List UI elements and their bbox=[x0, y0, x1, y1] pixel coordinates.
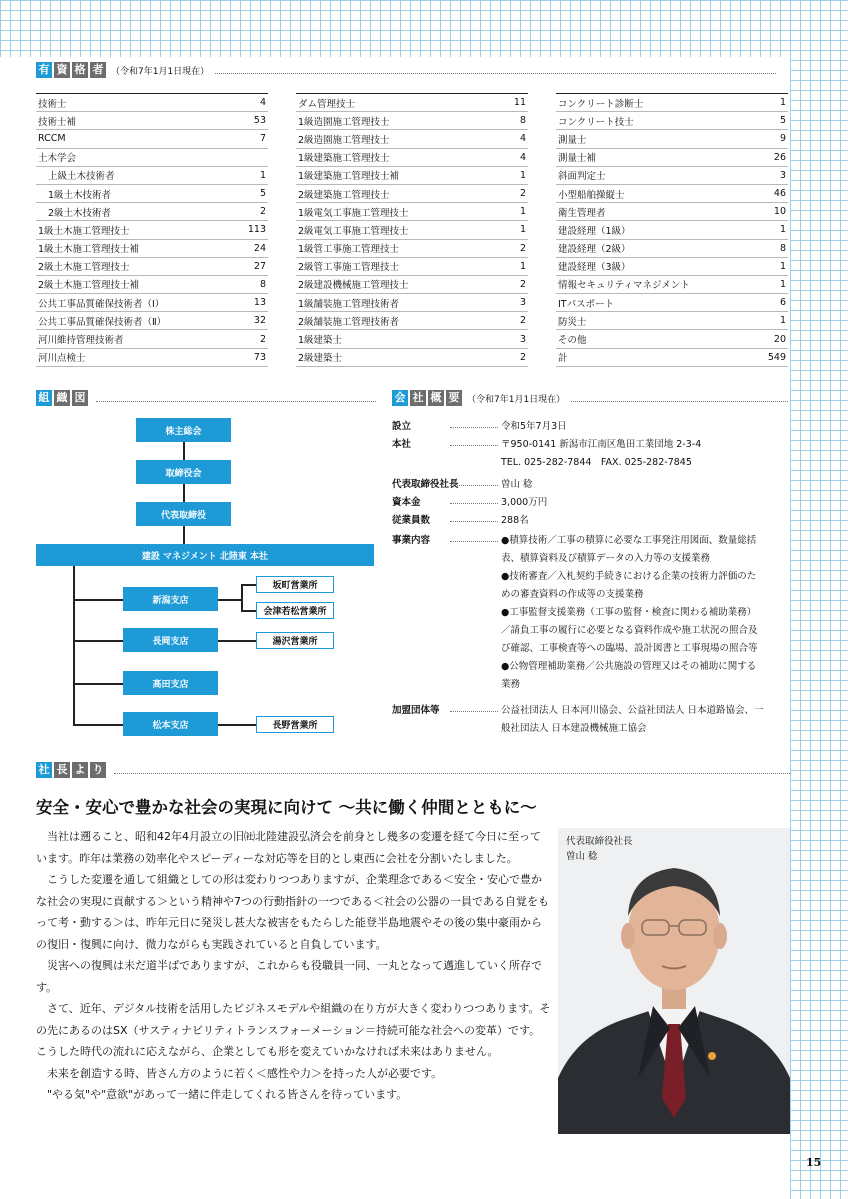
overview-label: 従業員数 bbox=[392, 515, 431, 526]
president-message-headline: 安全・安心で豊かな社会の実現に向けて ～共に働く仲間とともに～ bbox=[36, 798, 537, 817]
qualification-name: 2級土木施工管理技士 bbox=[38, 262, 130, 274]
qualification-name: 土木学会 bbox=[38, 153, 77, 165]
qualification-row bbox=[556, 312, 788, 330]
qualification-row bbox=[556, 349, 788, 367]
overview-line: 3,000万円 bbox=[501, 497, 548, 508]
qualification-count: 11 bbox=[513, 97, 526, 109]
qualification-row bbox=[556, 185, 788, 203]
qualification-count: 27 bbox=[253, 260, 266, 272]
qualification-name: RCCM bbox=[38, 133, 66, 145]
qualification-count: 3 bbox=[779, 169, 786, 181]
qualification-row bbox=[556, 167, 788, 185]
qualification-name: 1級舗装施工管理技術者 bbox=[298, 298, 400, 310]
qualification-count: 2 bbox=[519, 242, 526, 254]
overview-label: 設立 bbox=[392, 421, 412, 432]
qualification-name: 防災士 bbox=[558, 316, 587, 328]
qualification-name: 計 bbox=[558, 353, 568, 365]
grid-background-top bbox=[0, 0, 848, 57]
qualification-name: 1級土木技術者 bbox=[48, 189, 112, 201]
overview-row bbox=[392, 532, 789, 694]
qualification-name: 公共工事品質確保技術者（Ⅱ） bbox=[38, 316, 167, 328]
overview-label: 資本金 bbox=[392, 497, 421, 508]
qualification-row bbox=[36, 312, 268, 330]
org-connector bbox=[218, 599, 242, 601]
qualification-count: 5 bbox=[779, 115, 786, 127]
qualification-name: 1級電気工事施工管理技士 bbox=[298, 207, 409, 219]
qualification-name: 情報セキュリティマネジメント bbox=[558, 280, 690, 292]
org-head-office: 建設 マネジメント 北陸東 本社 bbox=[36, 544, 374, 566]
overview-line: 公益社団法人 日本河川協会、公益社団法人 日本道路協会、一 bbox=[501, 705, 764, 716]
org-connector bbox=[73, 724, 123, 726]
qualification-row bbox=[556, 94, 788, 112]
heading-char: 組 bbox=[36, 390, 52, 406]
message-paragraph: さて、近年、デジタル技術を活用したビジネスモデルや組織の在り方が大きく変わりつつあります。その先にあるのはSX（サスティナビリティトランスフォーメーション＝持続可能な社会への変革）です。こうした時代の流れに応えながら、企業としても形を変えていかなければ未来はありません。 bbox=[36, 1002, 551, 1058]
overview-dotted-leader bbox=[450, 476, 498, 486]
qualification-count: 53 bbox=[253, 115, 266, 127]
qualification-count: 8 bbox=[259, 278, 266, 290]
qualification-row bbox=[36, 294, 268, 312]
qualification-row bbox=[556, 276, 788, 294]
qualification-name: 2級管工事施工管理技士 bbox=[298, 262, 400, 274]
qualification-count: 46 bbox=[773, 188, 786, 200]
qualification-count: 20 bbox=[773, 333, 786, 345]
qualification-count: 4 bbox=[519, 151, 526, 163]
qualification-count: 32 bbox=[253, 315, 266, 327]
overview-row bbox=[392, 476, 789, 494]
qualification-row bbox=[556, 330, 788, 348]
overview-value bbox=[501, 532, 789, 694]
qualification-count: 2 bbox=[519, 315, 526, 327]
qualification-row bbox=[296, 294, 528, 312]
page-number: 15 bbox=[806, 1156, 822, 1169]
org-office-yuzawa: 湯沢営業所 bbox=[256, 632, 334, 649]
qualification-row bbox=[36, 149, 268, 167]
qualification-row bbox=[36, 276, 268, 294]
overview-row bbox=[392, 418, 789, 436]
president-portrait-illustration bbox=[558, 828, 790, 1134]
overview-value bbox=[501, 476, 789, 494]
heading-char: 織 bbox=[54, 390, 70, 406]
overview-line: 288名 bbox=[501, 515, 529, 526]
qualification-count: 1 bbox=[779, 224, 786, 236]
qualification-name: 2級建築施工管理技士 bbox=[298, 189, 390, 201]
message-paragraph: こうした変遷を通して組織としての形は変わりつつありますが、企業理念である＜安全・安心で豊かな社会の実現に貢献する＞という精神や7つの行動指針の一つである＜社会の公器の一員である自覚をもって考・動する＞は、昨年元日に発災し甚大な被害をもたらした能登半島地震やその後の集中豪雨からの復旧・復興に向け、微力ながらも実践されていると自負しています。 bbox=[36, 873, 549, 951]
qualification-name: 1級建築士 bbox=[298, 335, 343, 347]
company-overview-date-note: （令和7年1月1日現在） bbox=[467, 394, 566, 405]
qualification-count: 6 bbox=[779, 297, 786, 309]
qualification-count: 8 bbox=[519, 115, 526, 127]
heading-char: 図 bbox=[72, 390, 88, 406]
heading-char: 会 bbox=[392, 390, 408, 406]
qualification-count: 2 bbox=[519, 188, 526, 200]
qualification-count: 1 bbox=[259, 169, 266, 181]
overview-dotted-leader bbox=[450, 436, 498, 446]
qualifications-table-col-3 bbox=[556, 93, 788, 367]
qualification-count: 2 bbox=[519, 351, 526, 363]
qualification-name: 1級土木施工管理技士補 bbox=[38, 244, 140, 256]
org-chart-heading bbox=[36, 390, 376, 406]
president-photo bbox=[558, 828, 790, 1134]
qualification-row bbox=[36, 240, 268, 258]
message-paragraph: 当社は遡ること、昭和42年4月設立の旧㈳北陸建設弘済会を前身とし幾多の変遷を経て今日に至っています。昨年は業務の効率化やスピーディーな対応等を目的とし東西に会社を分割いたしました。 bbox=[36, 830, 541, 865]
qualification-name: 1級管工事施工管理技士 bbox=[298, 244, 400, 256]
qualification-name: 2級土木技術者 bbox=[48, 207, 112, 219]
qualification-row bbox=[296, 258, 528, 276]
qualification-name: 小型船舶操縦士 bbox=[558, 189, 625, 201]
qualification-name: 建設経理（3級） bbox=[558, 262, 631, 274]
qualifications-table-col-1 bbox=[36, 93, 268, 367]
qualification-count: 1 bbox=[779, 97, 786, 109]
org-branch-matsumoto: 松本支店 bbox=[123, 712, 218, 736]
overview-value bbox=[501, 436, 789, 472]
qualification-name: 2級電気工事施工管理技士 bbox=[298, 225, 409, 237]
qualification-row bbox=[556, 203, 788, 221]
heading-dotted-rule bbox=[96, 394, 376, 402]
qualification-row bbox=[296, 330, 528, 348]
overview-row bbox=[392, 512, 789, 530]
overview-value bbox=[501, 494, 789, 512]
overview-row bbox=[392, 702, 789, 738]
qualification-row bbox=[36, 349, 268, 367]
qualification-count: 1 bbox=[519, 206, 526, 218]
qualification-count: 2 bbox=[519, 278, 526, 290]
heading-char: 社 bbox=[36, 762, 52, 778]
org-branch-nagaoka: 長岡支店 bbox=[123, 628, 218, 652]
overview-line: 令和5年7月3日 bbox=[501, 421, 567, 432]
org-connector bbox=[241, 584, 243, 611]
qualification-row bbox=[36, 94, 268, 112]
qualification-count: 4 bbox=[259, 97, 266, 109]
heading-char: 資 bbox=[54, 62, 70, 78]
overview-value bbox=[501, 702, 789, 738]
qualification-row bbox=[296, 349, 528, 367]
overview-line: TEL. 025-282-7844 FAX. 025-282-7845 bbox=[501, 457, 692, 468]
overview-line: めの審査資料の作成等の支援業務 bbox=[501, 589, 644, 600]
qualification-count: 7 bbox=[259, 133, 266, 145]
heading-dotted-rule bbox=[215, 66, 776, 74]
qualification-row bbox=[296, 312, 528, 330]
overview-line: ●工事監督支援業務（工事の監督・検査に関わる補助業務） bbox=[501, 607, 757, 618]
overview-line: ●公物管理補助業務／公共施設の管理又はその補助に関する bbox=[501, 661, 757, 672]
overview-row bbox=[392, 436, 789, 472]
qualification-count: 4 bbox=[519, 133, 526, 145]
overview-value bbox=[501, 512, 789, 530]
qualification-name: 河川点検士 bbox=[38, 353, 86, 365]
qualification-row bbox=[296, 240, 528, 258]
overview-dotted-leader bbox=[450, 532, 498, 542]
org-connector bbox=[218, 724, 256, 726]
qualification-name: ダム管理技士 bbox=[298, 98, 356, 110]
qualification-name: 2級土木施工管理技士補 bbox=[38, 280, 140, 292]
org-connector bbox=[73, 640, 123, 642]
message-paragraph: 未来を創造する時、皆さん方のように若く＜感性や力＞を持った人が必要です。 bbox=[47, 1066, 443, 1080]
overview-dotted-leader bbox=[450, 494, 498, 504]
heading-char: り bbox=[90, 762, 106, 778]
qualification-row bbox=[36, 112, 268, 130]
heading-dotted-rule bbox=[114, 766, 790, 774]
qualification-count: 1 bbox=[519, 260, 526, 272]
qualification-row bbox=[556, 149, 788, 167]
qualifications-heading bbox=[36, 62, 776, 78]
president-message-heading bbox=[36, 762, 790, 778]
grid-background-right bbox=[790, 0, 848, 1199]
qualification-row bbox=[36, 221, 268, 239]
qualification-name: 公共工事品質確保技術者（Ⅰ） bbox=[38, 298, 165, 310]
qualification-row bbox=[36, 130, 268, 148]
message-paragraph: "やる気"や"意欲"があって一緒に伴走してくれる皆さんを待っています。 bbox=[47, 1088, 408, 1101]
qualification-row bbox=[556, 112, 788, 130]
message-paragraph: 災害への復興は未だ道半ばでありますが、これからも役職員一同、一丸となって邁進していく所存です。 bbox=[36, 959, 542, 994]
qualification-row bbox=[36, 167, 268, 185]
qualification-row bbox=[296, 167, 528, 185]
qualification-count: 9 bbox=[779, 133, 786, 145]
qualification-name: 1級建築施工管理技士 bbox=[298, 153, 390, 165]
overview-line: ●積算技術／工事の積算に必要な工事発注用図面、数量総括 bbox=[501, 535, 757, 546]
qualifications-table-col-2 bbox=[296, 93, 528, 367]
heading-char: 者 bbox=[90, 62, 106, 78]
overview-dotted-leader bbox=[450, 512, 498, 522]
qualification-name: 測量士補 bbox=[558, 153, 597, 165]
photo-caption-name: 曽山 稔 bbox=[566, 851, 598, 862]
photo-caption-title: 代表取締役社長 bbox=[566, 836, 633, 847]
qualification-row bbox=[296, 203, 528, 221]
qualification-count: 2 bbox=[259, 333, 266, 345]
qualification-name: コンクリート技士 bbox=[558, 116, 634, 128]
qualifications-date-note: （令和7年1月1日現在） bbox=[111, 66, 210, 77]
overview-label: 事業内容 bbox=[392, 535, 431, 546]
qualification-count: 5 bbox=[259, 188, 266, 200]
qualification-count: 1 bbox=[779, 278, 786, 290]
qualification-name: 2級建設機械施工管理技士 bbox=[298, 280, 409, 292]
qualification-count: 24 bbox=[253, 242, 266, 254]
overview-line: 般社団法人 日本建設機械施工協会 bbox=[501, 723, 647, 734]
qualification-name: ITパスポート bbox=[558, 298, 615, 310]
qualification-row bbox=[296, 276, 528, 294]
org-board: 取締役会 bbox=[136, 460, 231, 484]
qualification-row bbox=[296, 149, 528, 167]
overview-line: ●技術審査／入札契約手続きにおける企業の技術力評価のた bbox=[501, 571, 757, 582]
org-office-aizuwakamatsu: 会津若松営業所 bbox=[256, 602, 334, 619]
qualification-name: 斜面判定士 bbox=[558, 171, 606, 183]
org-office-sakamachi: 坂町営業所 bbox=[256, 576, 334, 593]
president-message-body bbox=[36, 826, 551, 1106]
org-connector bbox=[73, 599, 123, 601]
overview-line: ／請負工事の履行に必要となる資料作成や施工状況の照合及 bbox=[501, 625, 758, 636]
overview-row bbox=[392, 494, 789, 512]
heading-char: 格 bbox=[72, 62, 88, 78]
overview-value bbox=[501, 418, 789, 436]
heading-char: 概 bbox=[428, 390, 444, 406]
qualification-name: 1級建築施工管理技士補 bbox=[298, 171, 400, 183]
qualification-name: 建設経理（1級） bbox=[558, 225, 631, 237]
org-branch-niigata: 新潟支店 bbox=[123, 587, 218, 611]
heading-char: 社 bbox=[410, 390, 426, 406]
org-connector bbox=[241, 584, 256, 586]
org-connector bbox=[241, 610, 256, 612]
org-shareholders: 株主総会 bbox=[136, 418, 231, 442]
photo-caption bbox=[566, 834, 633, 864]
qualification-row bbox=[296, 185, 528, 203]
qualification-count: 13 bbox=[253, 297, 266, 309]
overview-dotted-leader bbox=[450, 702, 498, 712]
qualification-name: 河川維持管理技術者 bbox=[38, 335, 124, 347]
heading-char: 要 bbox=[446, 390, 462, 406]
heading-char: よ bbox=[72, 762, 88, 778]
qualification-count: 549 bbox=[767, 351, 786, 363]
heading-char: 長 bbox=[54, 762, 70, 778]
qualification-count: 8 bbox=[779, 242, 786, 254]
qualification-name: 2級造園施工管理技士 bbox=[298, 134, 390, 146]
overview-line: 曽山 稔 bbox=[501, 479, 533, 490]
org-branch-takada: 高田支店 bbox=[123, 671, 218, 695]
qualification-count: 3 bbox=[519, 333, 526, 345]
qualification-name: 建設経理（2級） bbox=[558, 244, 631, 256]
overview-line: 〒950-0141 新潟市江南区亀田工業団地 2-3-4 bbox=[501, 439, 702, 450]
org-office-nagano: 長野営業所 bbox=[256, 716, 334, 733]
qualification-row bbox=[556, 258, 788, 276]
qualification-name: 2級建築士 bbox=[298, 353, 343, 365]
qualification-row bbox=[36, 203, 268, 221]
qualification-count: 1 bbox=[779, 315, 786, 327]
heading-char: 有 bbox=[36, 62, 52, 78]
company-overview-heading bbox=[392, 390, 788, 406]
qualification-row bbox=[556, 294, 788, 312]
qualification-row bbox=[296, 112, 528, 130]
heading-dotted-rule bbox=[571, 394, 788, 402]
overview-line: び確認、工事検査等への臨場、設計図書と工事現場の照合等 bbox=[501, 643, 758, 654]
qualification-count: 1 bbox=[519, 224, 526, 236]
qualification-count: 73 bbox=[253, 351, 266, 363]
qualification-row bbox=[296, 221, 528, 239]
qualification-name: その他 bbox=[558, 335, 587, 347]
overview-label: 本社 bbox=[392, 439, 412, 450]
qualification-name: 技術士 bbox=[38, 98, 67, 110]
qualification-name: 1級造園施工管理技士 bbox=[298, 116, 390, 128]
qualification-count: 2 bbox=[259, 206, 266, 218]
qualification-name: 1級土木施工管理技士 bbox=[38, 225, 130, 237]
qualification-row bbox=[296, 130, 528, 148]
org-connector bbox=[73, 566, 75, 725]
qualification-count: 1 bbox=[779, 260, 786, 272]
qualification-name: 測量士 bbox=[558, 134, 587, 146]
qualification-count: 113 bbox=[247, 224, 266, 236]
qualification-row bbox=[556, 130, 788, 148]
overview-label: 代表取締役社長 bbox=[392, 479, 459, 490]
qualification-name: コンクリート診断士 bbox=[558, 98, 644, 110]
overview-dotted-leader bbox=[450, 418, 498, 428]
qualification-row bbox=[556, 221, 788, 239]
qualification-count: 26 bbox=[773, 151, 786, 163]
qualification-count: 1 bbox=[519, 169, 526, 181]
overview-label: 加盟団体等 bbox=[392, 705, 440, 716]
org-directors: 代表取締役 bbox=[136, 502, 231, 526]
org-connector bbox=[183, 442, 185, 544]
overview-line: 表、積算資料及び積算データの入力等の支援業務 bbox=[501, 553, 711, 564]
qualification-name: 上級土木技術者 bbox=[48, 171, 115, 183]
qualification-row bbox=[296, 94, 528, 112]
qualification-row bbox=[36, 330, 268, 348]
org-connector bbox=[73, 683, 123, 685]
overview-line: 業務 bbox=[501, 679, 521, 690]
qualification-name: 技術士補 bbox=[38, 116, 77, 128]
qualification-row bbox=[556, 240, 788, 258]
qualification-count: 3 bbox=[519, 297, 526, 309]
qualification-count: 10 bbox=[773, 206, 786, 218]
qualification-row bbox=[36, 258, 268, 276]
qualification-name: 衛生管理者 bbox=[558, 207, 606, 219]
qualification-name: 2級舗装施工管理技術者 bbox=[298, 316, 400, 328]
org-connector bbox=[218, 640, 256, 642]
qualification-row bbox=[36, 185, 268, 203]
